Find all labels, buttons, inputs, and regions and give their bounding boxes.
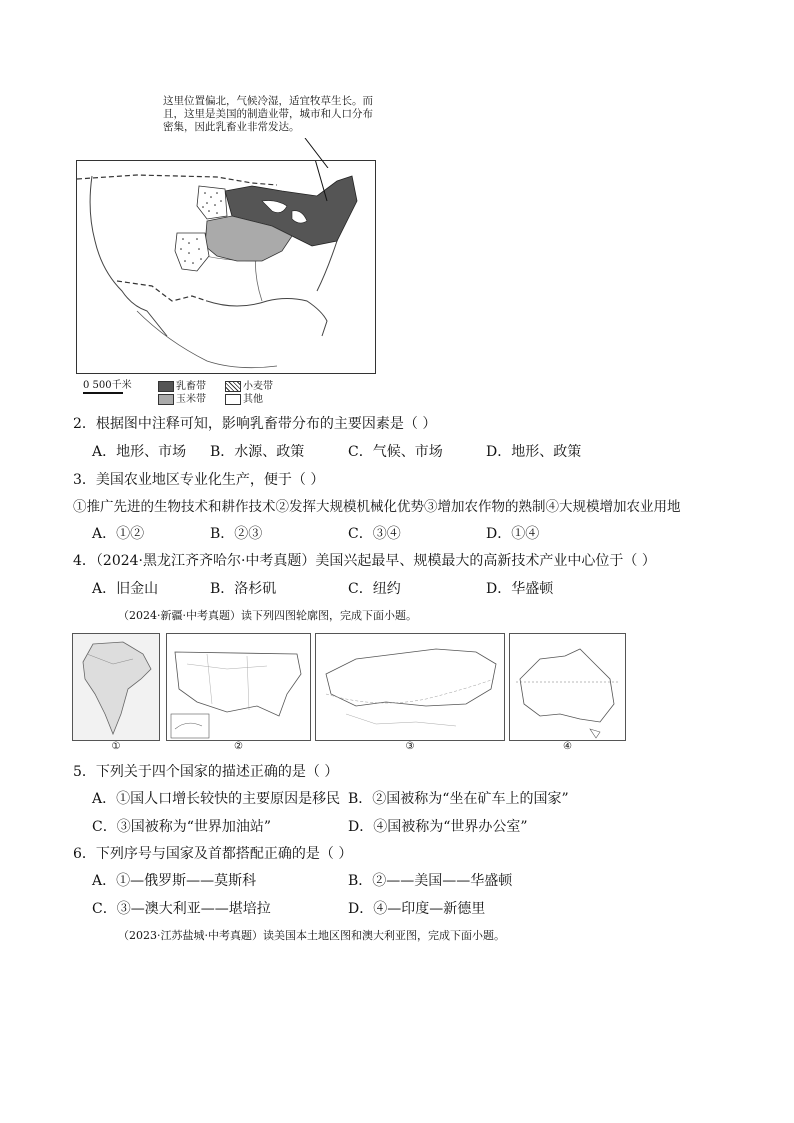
scale-bar [83,392,123,394]
us-agriculture-map [76,160,376,374]
gulf-coast-line [207,299,327,337]
outline-map-india [72,633,160,741]
question-4-stem: 4．（2024·黑龙江齐齐哈尔·中考真题）美国兴起最早、规模最大的高新技术产业中心位于（ ） [73,553,656,569]
usa-outline [167,634,310,740]
q6-option-a: A．①—俄罗斯——莫斯科 [92,873,257,889]
section-intro-2: （2023·江苏盐城·中考真题）读美国本土地区图和澳大利亚图，完成下面小题。 [118,929,505,942]
question-3-statements: ①推广先进的生物技术和耕作技术②发挥大规模机械化优势③增加农作物的熟制④大规模增加农业用地 [73,499,681,515]
q6-option-d: D．④—印度—新德里 [348,901,486,917]
wheat-belt-north-region [197,186,227,219]
q3-option-a: A．①② [92,526,145,542]
q6-option-c: C．③—澳大利亚——堪培拉 [92,901,271,917]
wheat-belt-south-region [175,233,209,271]
question-3-stem: 3．美国农业地区专业化生产，便于（ ） [73,472,325,488]
russia-outline [316,634,504,740]
q5-option-c: C．③国被称为“世界加油站” [92,819,272,835]
question-6-stem: 6．下列序号与国家及首都搭配正确的是（ ） [73,846,353,862]
callout-pointer [300,138,340,168]
map-label-1: ① [111,741,121,752]
q6-option-b: B．②——美国——华盛顿 [348,873,513,889]
map-callout: 这里位置偏北，气候冷湿，适宜牧草生长。而且，这里是美国的制造业带，城市和人口分布密集，因此乳畜业非常发达。 [163,95,373,133]
q2-option-c: C．气候、市场 [348,444,443,460]
india-outline [73,634,159,740]
outline-map-usa [166,633,311,741]
us-map-drawing [77,161,375,373]
q5-option-a: A．①国人口增长较快的主要原因是移民 [92,791,341,807]
q4-option-a: A．旧金山 [92,581,159,597]
question-2-stem: 2．根据图中注释可知，影响乳畜带分布的主要因素是（ ） [73,416,437,432]
mexico-coast-line [137,311,277,368]
legend-swatch-other [225,394,241,405]
outline-map-russia [315,633,505,741]
map-scale [83,376,132,394]
question-5-stem: 5．下列关于四个国家的描述正确的是（ ） [73,764,339,780]
q5-option-b: B．②国被称为“坐在矿车上的国家” [348,791,569,807]
q4-option-b: B．洛杉矶 [210,581,277,597]
q2-option-d: D．地形、政策 [486,444,582,460]
q5-option-d: D．④国被称为“世界办公室” [348,819,528,835]
section-intro-1: （2024·新疆·中考真题）读下列四图轮廓图，完成下面小题。 [118,609,417,622]
legend-wheat: 小麦带 [225,377,273,392]
map-label-4: ④ [563,741,572,752]
legend-dairy: 乳畜带 [158,377,206,392]
q2-option-b: B．水源、政策 [210,444,305,460]
mexico-border-line [117,281,207,301]
q3-option-c: C．③④ [348,526,401,542]
scale-label: 0 500千米 [83,380,132,391]
q2-option-a: A．地形、市场 [92,444,187,460]
legend-corn: 玉米带 [158,390,206,405]
outline-map-australia [509,633,626,741]
q4-option-d: D．华盛顿 [486,581,554,597]
legend-swatch-corn [158,394,174,405]
q4-option-c: C．纽约 [348,581,401,597]
map-label-3: ③ [405,741,415,752]
legend-other: 其他 [225,390,263,405]
west-coast-line [90,176,167,336]
q3-option-b: B．②③ [210,526,263,542]
map-label-2: ② [234,741,243,752]
q3-option-d: D．①④ [486,526,540,542]
canada-border-line [77,175,277,185]
australia-outline [510,634,625,740]
